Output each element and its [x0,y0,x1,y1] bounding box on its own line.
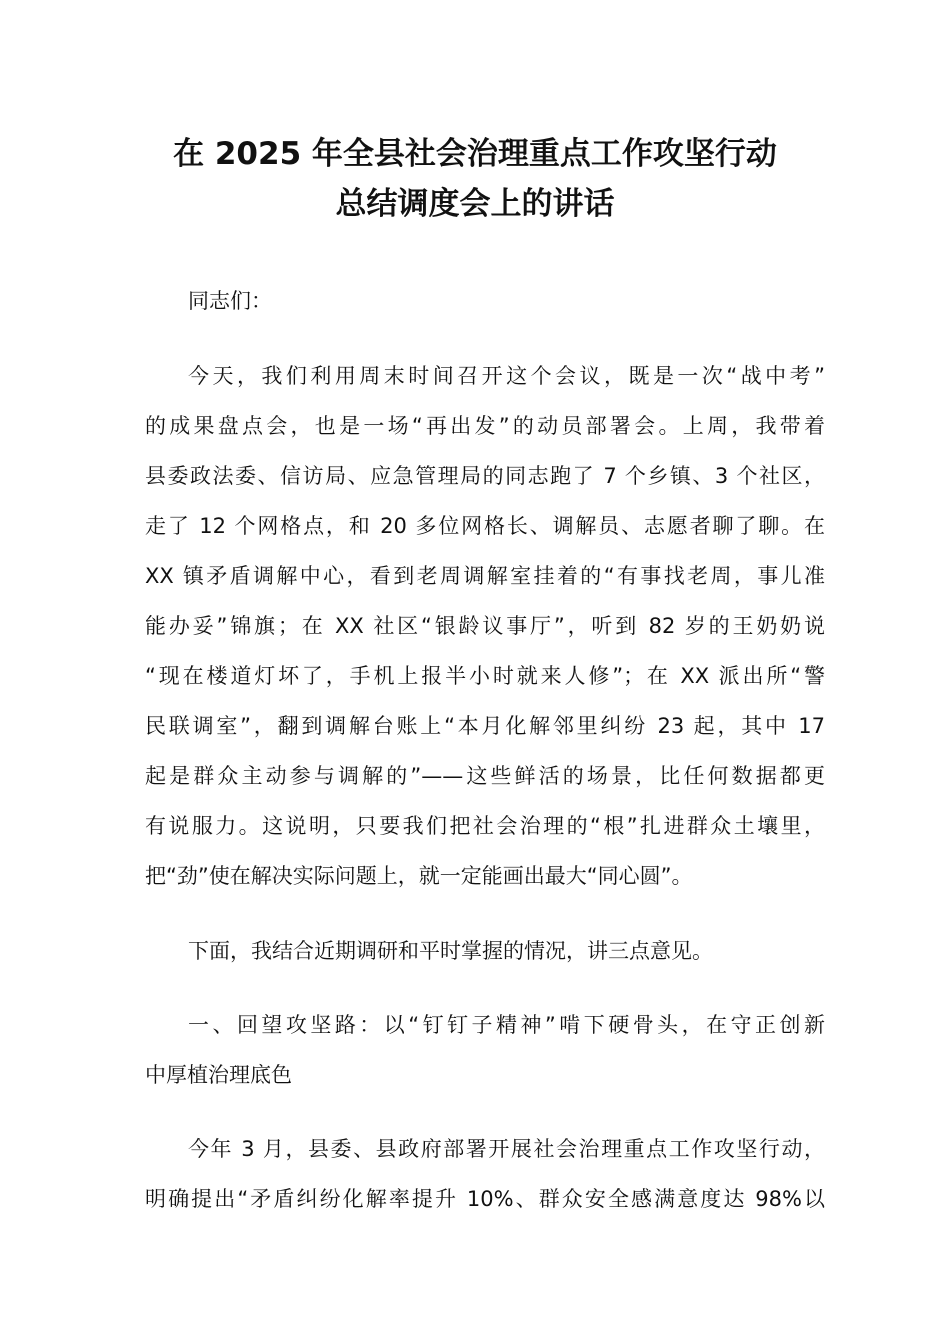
paragraph-1-line: 能办妥”锦旗；在 XX 社区“银龄议事厅”，听到 82 岁的王奶奶说 [145,614,825,638]
paragraph-1-line: 今天，我们利用周末时间召开这个会议，既是一次“战中考” [188,364,825,388]
paragraph-2: 下面，我结合近期调研和平时掌握的情况，讲三点意见。 [188,939,713,963]
paragraph-1-line: 民联调室”，翻到调解台账上“本月化解邻里纠纷 23 起，其中 17 [145,714,825,738]
paragraph-1-line: 把“劲”使在解决实际问题上，就一定能画出最大“同心圆”。 [145,864,693,888]
document-title-line-1: 在 2025 年全县社会治理重点工作攻坚行动 [173,136,777,172]
paragraph-3-line: 明确提出“矛盾纠纷化解率提升 10%、群众安全感满意度达 98%以 [145,1187,825,1211]
paragraph-3-line: 今年 3 月，县委、县政府部署开展社会治理重点工作攻坚行动， [188,1137,825,1161]
paragraph-1-line: 走了 12 个网格点，和 20 多位网格长、调解员、志愿者聊了聊。在 [145,514,825,538]
paragraph-1-line: 起是群众主动参与调解的”——这些鲜活的场景，比任何数据都更 [145,764,825,788]
paragraph-1-line: 的成果盘点会，也是一场“再出发”的动员部署会。上周，我带着 [145,414,825,438]
paragraph-1-line: “现在楼道灯坏了，手机上报半小时就来人修”；在 XX 派出所“警 [145,664,825,688]
salutation: 同志们： [188,289,272,313]
document-title-line-2: 总结调度会上的讲话 [335,186,615,222]
paragraph-1-line: 县委政法委、信访局、应急管理局的同志跑了 7 个乡镇、3 个社区， [145,464,825,488]
paragraph-1-line: XX 镇矛盾调解中心，看到老周调解室挂着的“有事找老周，事儿准 [145,564,825,588]
section-heading-1-line: 中厚植治理底色 [145,1063,292,1087]
paragraph-1-line: 有说服力。这说明，只要我们把社会治理的“根”扎进群众土壤里， [145,814,825,838]
section-heading-1-line: 一、回望攻坚路：以“钉钉子精神”啃下硬骨头，在守正创新 [188,1013,825,1037]
